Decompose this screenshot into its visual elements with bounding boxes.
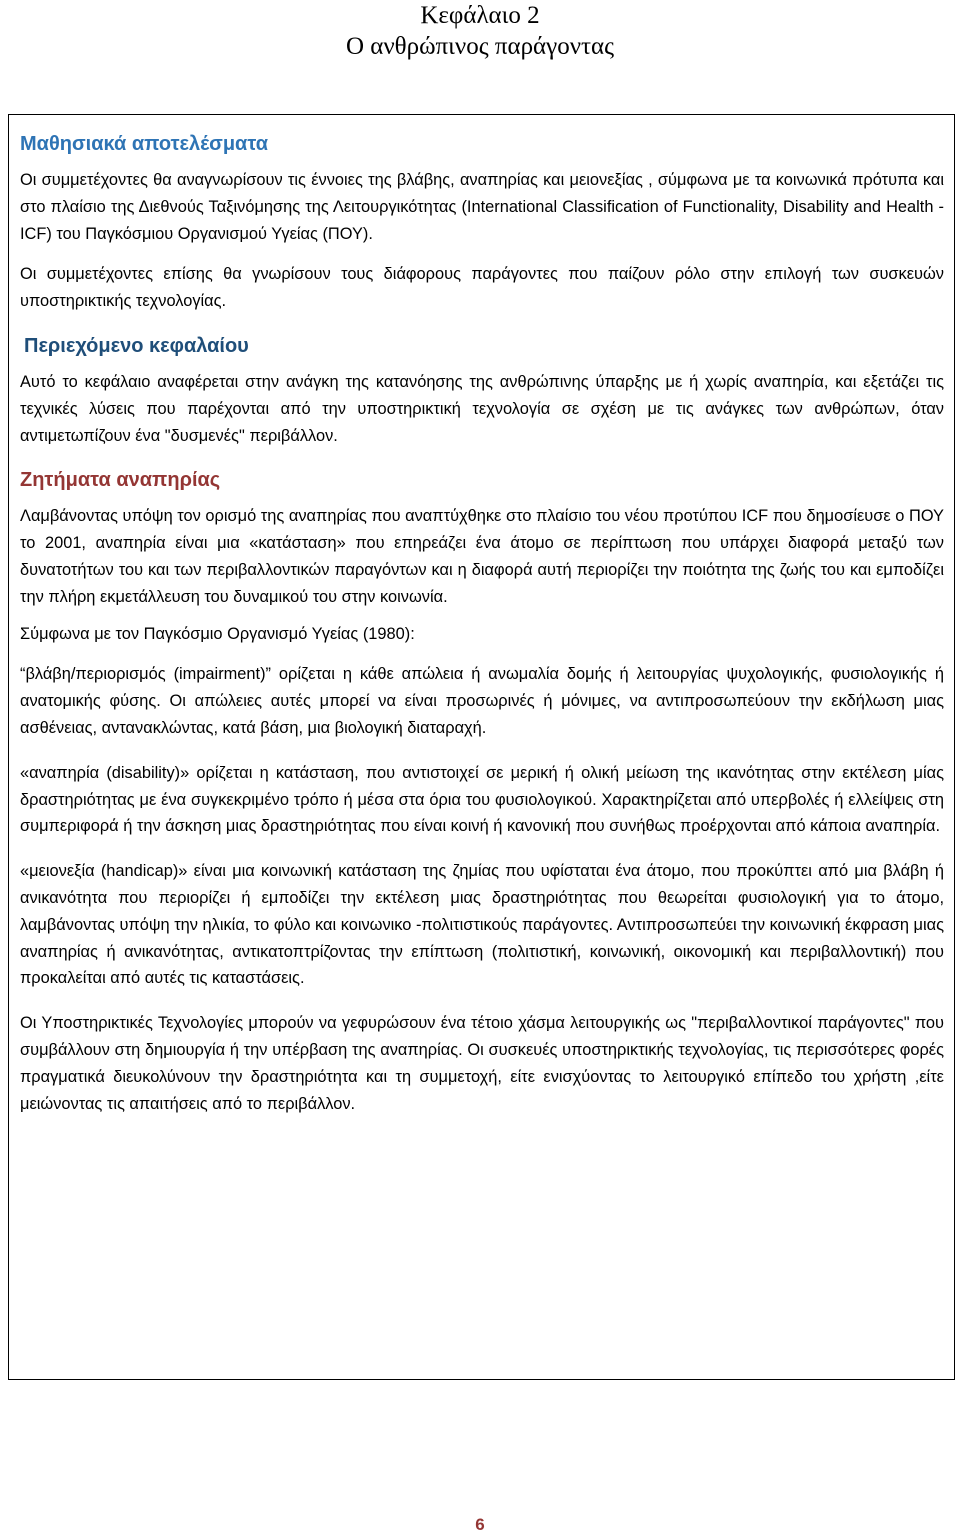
learning-outcomes-paragraph-2: Οι συμμετέχοντες επίσης θα γνωρίσουν τους διάφορους παράγοντες που παίζουν ρόλο στην επιλογή των συσκευών υποστηρικτικής τεχνολογίας. — [20, 265, 944, 311]
chapter-number: Κεφάλαιο 2 — [420, 2, 540, 29]
learning-outcomes-title: Μαθησιακά αποτελέσματα — [20, 133, 269, 155]
chapter-content-paragraph: Αυτό το κεφάλαιο αναφέρεται στην ανάγκη της κατανόησης της ανθρώπινης ύπαρξης με ή χωρίς αναπηρία, και εξετάζει τις τεχνικές λύσεις που παρέχονται από την υποστηρικτική τεχνολογία σε σχέση με τις ανάγκες των ανθρώπων, όταν αντιμετωπίζουν ένα "δυσμενές" περιβάλλον. — [20, 372, 944, 445]
page-number: 6 — [475, 1515, 485, 1534]
handicap-definition: «μειονεξία (handicap)» είναι μια κοινωνική κατάσταση της ζημίας που υφίσταται ένα άτομο, που προκύπτει από μια βλάβη ή ανικανότητα που περιορίζει ή εμποδίζει την εκτέλεση μιας δραστηριότητας που θεωρείται φυσιολογική για το άτομο, λαμβάνοντας υπόψη την ηλικία, το φύλο και κοινωνικο -πολιτιστικούς παράγοντες. Αντιπροσωπεύει την κοινωνική έκφραση μιας αναπηρίας ή ανικανότητας, αντικατοπτρίζοντας την επίπτωση (πολιτιστική, κοινωνική, οικονομική και περιβαλλοντική) που προκαλείται από αυτές τις καταστάσεις. — [20, 862, 944, 988]
disability-paragraph-1: Λαμβάνοντας υπόψη τον ορισμό της αναπηρίας που αναπτύχθηκε στο πλαίσιο του νέου προτύπου ICF που δημοσίευσε ο ΠΟΥ το 2001, αναπηρία είναι μια «κατάσταση» που επηρεάζει ένα άτομο σε περίπτωση που υπάρχει διαφορά μεταξύ των δυνατοτήτων του και των περιβαλλοντικών παραγόντων και η διαφορά αυτή περιορίζει την ποιότητα της ζωής του και εμποδίζει την πλήρη εκμετάλλευση του δυναμικού του στην κοινωνία. — [20, 507, 944, 606]
chapter-title: Ο ανθρώπινος παράγοντας — [345, 33, 615, 60]
content-box — [8, 114, 955, 1380]
disability-definition: «αναπηρία (disability)» ορίζεται η κατάσταση, που αντιστοιχεί σε μερική ή ολική μείωση της ικανότητας στην εκτέλεση μίας δραστηριότητας με ένα συγκεκριμένο τρόπο ή μέσα στα όρια του φυσιολογικού. Χαρακτηρίζεται από υπερβολές ή ελλείψεις στη συμπεριφορά ή την άσκηση μιας δραστηριότητας που είναι κοινή ή κανονική που συνήθως προέρχονται από κάποια αναπηρία. — [20, 763, 944, 836]
assistive-technology-paragraph: Οι Υποστηρικτικές Τεχνολογίες μπορούν να γεφυρώσουν ένα τέτοιο χάσμα λειτουργικής ως "περιβαλλοντικοί παράγοντες" που συμβάλλουν στη δημιουργία ή την υπέρβαση της αναπηρίας. Οι συσκευές υποστηρικτικής τεχνολογίας, τις περισσότερες φορές πραγματικά διευκολύνουν την δραστηριότητα και τη συμμετοχή, είτε ενισχύοντας το λειτουργικό επίπεδο του χρήστη ,είτε μειώνοντας τις απαιτήσεις από το περιβάλλον. — [20, 1014, 944, 1113]
disability-paragraph-2: Σύμφωνα με τον Παγκόσμιο Οργανισμό Υγείας (1980): — [20, 624, 415, 643]
learning-outcomes-paragraph-1: Οι συμμετέχοντες θα αναγνωρίσουν τις έννοιες της βλάβης, αναπηρίας και μειονεξίας , σύμφωνα με τα κοινωνικά πρότυπα και στο πλαίσιο της Διεθνούς Ταξινόμησης της Λειτουργικότητας (International Classification of Functionality, Disability and Health - ICF) του Παγκόσμιου Οργανισμού Υγείας (ΠΟΥ). — [20, 171, 944, 243]
impairment-definition: “βλάβη/περιορισμός (impairment)” ορίζεται η κάθε απώλεια ή ανωμαλία δομής ή λειτουργίας ψυχολογικής, φυσιολογικής ή ανατομικής φύσης. Οι απώλειες αυτές μπορεί να είναι προσωρινές ή μόνιμες, να αντιπροσωπεύουν την εκδήλωση μιας ασθένειας, αντανακλώντας, κατά βάση, μια βιολογική διαταραχή. — [20, 665, 944, 737]
chapter-content-title: Περιεχόμενο κεφαλαίου — [24, 334, 249, 357]
chapter-header — [0, 0, 960, 62]
disability-issues-title: Ζητήματα αναπηρίας — [20, 469, 221, 492]
